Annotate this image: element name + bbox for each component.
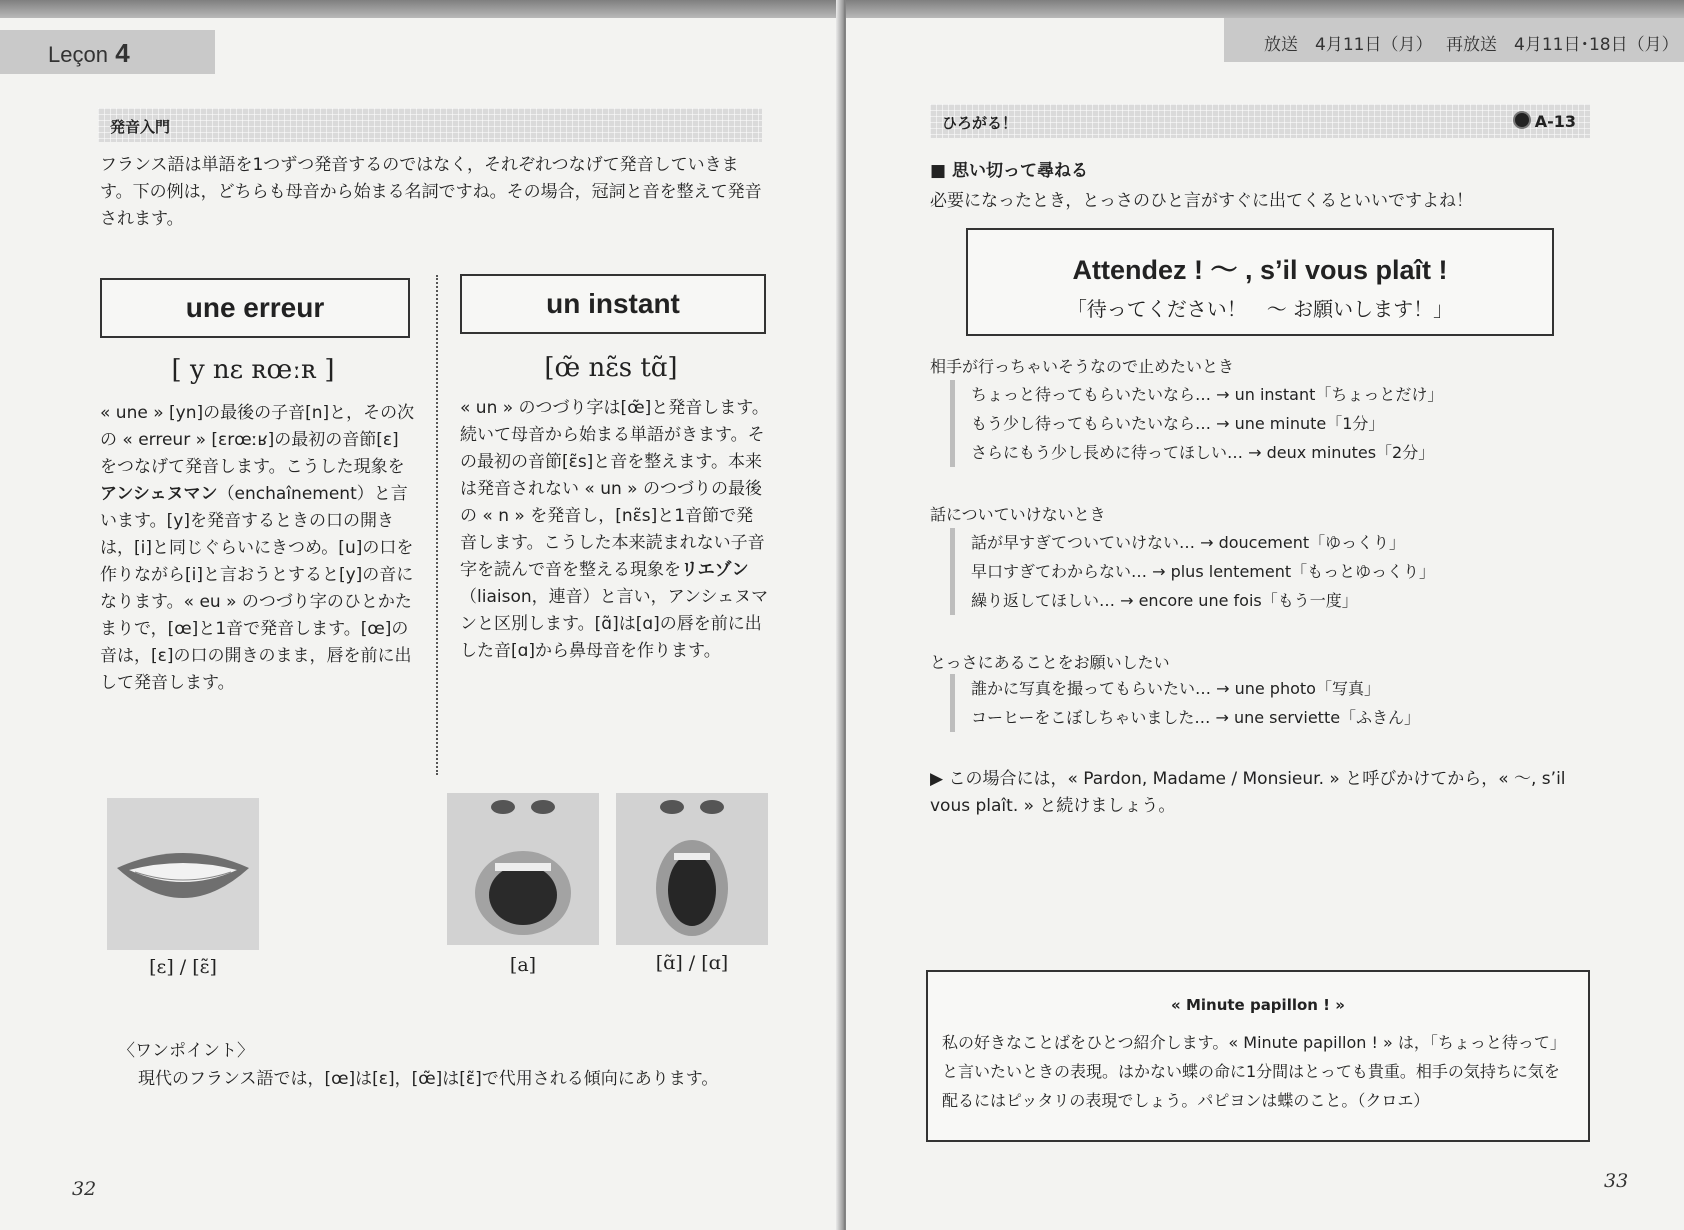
key-phrase-jp: 「待ってください！ 〜 お願いします！」 — [1066, 297, 1454, 321]
broadcast-info — [1224, 18, 1684, 62]
broadcast-date: 放送 4月11日（月） — [1264, 35, 1433, 55]
ipa-une-erreur: [ y nɛ ʀœːʀ ] — [171, 355, 335, 385]
section-header-pronunciation — [98, 108, 762, 142]
track-number: A-13 — [1534, 112, 1576, 131]
mouth-photo-e — [107, 798, 259, 950]
mouth-smile-image — [107, 798, 259, 950]
group-title-stop: 相手が行っちゃいそうなので止めたいとき — [930, 357, 1235, 376]
explanation-a: « un » のつづり字は[œ̃]と発音します。続いて母音から始まる単語がきます。その最初の音節[ɛ̃s]と音を整えます。本来は発音されない « un » のつづりの最後の « n » を発音し，[nɛ̃s]と1音節で発音します。こうした本来読まれない子音字を読んで音を整える現象を — [460, 398, 769, 580]
mouth-photo-a — [447, 793, 599, 945]
top-band — [846, 0, 1684, 18]
column-box — [926, 970, 1590, 1142]
page-number-left: 32 — [72, 1178, 97, 1200]
key-phrase-fr: Attendez ! 〜 , s’il vous plaît ! — [1072, 255, 1448, 285]
top-band — [0, 0, 842, 18]
explanation-une-erreur — [100, 400, 415, 697]
explanation-a: « une » [yn]の最後の子音[n]と，その次の « erreur » [ɛrœːʁ]の最初の音節[ɛ]をつなげて発音します。こうした現象を — [100, 403, 415, 477]
list-item: 話が早すぎてついていけない… → doucement「ゆっくり」 — [971, 533, 1405, 552]
column-text: 私の好きなことばをひとつ紹介します。« Minute papillon ! » は，「ちょっと待って」と言いたいときの表現。はかない蝶の命に1分間はとっても貴重。相手の気持ちに気を配るにはピッタリの表現でしょう。パピヨンは蝶のこと。（クロエ） — [942, 1033, 1566, 1110]
mouth-round-image — [616, 793, 768, 945]
word-box-une-erreur — [100, 278, 410, 338]
explanation-b: （enchaînement）と言います。[y]を発音するときの口の開きは，[i]と同じぐらいにきつめ。[u]の口を作りながら[i]と言おうとすると[y]の音になります。« eu » のつづり字のひとかたまりで，[œ]と1音で発音します。[œ]の音は，[ɛ]の口の開きのまま，唇を前に出して発音します。 — [100, 484, 414, 693]
caption-a-nasal: [ɑ̃] / [ɑ] — [655, 952, 729, 974]
cd-icon — [1513, 111, 1531, 129]
audio-track — [1513, 111, 1576, 131]
list-item: さらにもう少し長めに待ってほしい… → deux minutes「2分」 — [971, 443, 1435, 462]
group-title-request: とっさにあることをお願いしたい — [930, 653, 1170, 672]
one-point-title: 〈ワンポイント〉 — [118, 1041, 254, 1061]
list-item: 繰り返してほしい… → encore une fois「もう一度」 — [971, 591, 1358, 610]
lesson-number: 4 — [115, 38, 130, 68]
lesson-label — [0, 30, 215, 74]
word-un-instant: un instant — [546, 288, 680, 319]
section-title: 発音入門 — [110, 118, 171, 136]
column-title: « Minute papillon ! » — [1171, 996, 1345, 1014]
group-list-request — [950, 674, 1531, 732]
word-une-erreur: une erreur — [185, 292, 325, 323]
usage-note: ▶ この場合には，« Pardon, Madame / Monsieur. » と呼びかけてから，« 〜, s’il vous plaît. » と続けましょう。 — [930, 769, 1566, 816]
group-list-follow — [950, 528, 1531, 615]
list-item: 早口すぎてわからない… → plus lentement「もっとゆっくり」 — [971, 562, 1435, 581]
subhead-text: 必要になったとき，とっさのひと言がすぐに出てくるといいですよね！ — [930, 191, 1473, 211]
term-enchainement: アンシェヌマン — [100, 484, 218, 504]
list-item: 誰かに写真を撮ってもらいたい… → une photo「写真」 — [971, 679, 1380, 698]
word-box-un-instant — [460, 274, 766, 334]
column-divider — [436, 275, 438, 775]
explanation-un-instant — [460, 395, 770, 665]
page-number-right: 33 — [1604, 1170, 1629, 1192]
ipa-un-instant: [œ̃ nɛ̃s tɑ̃] — [544, 353, 678, 383]
explanation-b: （liaison，連音）と言い，アンシェヌマンと区別します。[ɑ̃]は[ɑ]の唇を前に出した音[ɑ]から鼻母音を作ります。 — [460, 587, 769, 661]
list-item: コーヒーをこぼしちゃいました… → une serviette「ふきん」 — [971, 708, 1421, 727]
key-phrase-box — [966, 228, 1554, 336]
section-header-hirogaru — [930, 104, 1590, 138]
list-item: ちょっと待ってもらいたいなら… → un instant「ちょっとだけ」 — [971, 385, 1444, 404]
caption-a: [a] — [509, 954, 537, 976]
mouth-open-image — [447, 793, 599, 945]
one-point-text: 現代のフランス語では，[œ]は[ɛ]，[œ̃]は[ɛ̃]で代用される傾向にあります。 — [138, 1069, 719, 1089]
lesson-word: Leçon — [48, 42, 108, 67]
list-item: もう少し待ってもらいたいなら… → une minute「1分」 — [971, 414, 1385, 433]
rebroadcast-date: 再放送 4月11日･18日（月） — [1446, 35, 1679, 55]
mouth-photo-a-nasal — [616, 793, 768, 945]
group-list-stop — [950, 380, 1531, 467]
intro-text: フランス語は単語を1つずつ発音するのではなく，それぞれつなげて発音していきます。下の例は，どちらも母音から始まる名詞ですね。その場合，冠詞と音を整えて発音されます。 — [100, 155, 762, 229]
group-title-follow: 話についていけないとき — [930, 505, 1106, 524]
right-page — [846, 0, 1684, 1230]
section-title: ひろがる！ — [942, 114, 1018, 132]
subhead: ■ 思い切って尋ねる — [930, 161, 1088, 181]
term-liaison: リエゾン — [681, 560, 749, 580]
caption-e: [ɛ] / [ɛ̃] — [149, 956, 217, 978]
